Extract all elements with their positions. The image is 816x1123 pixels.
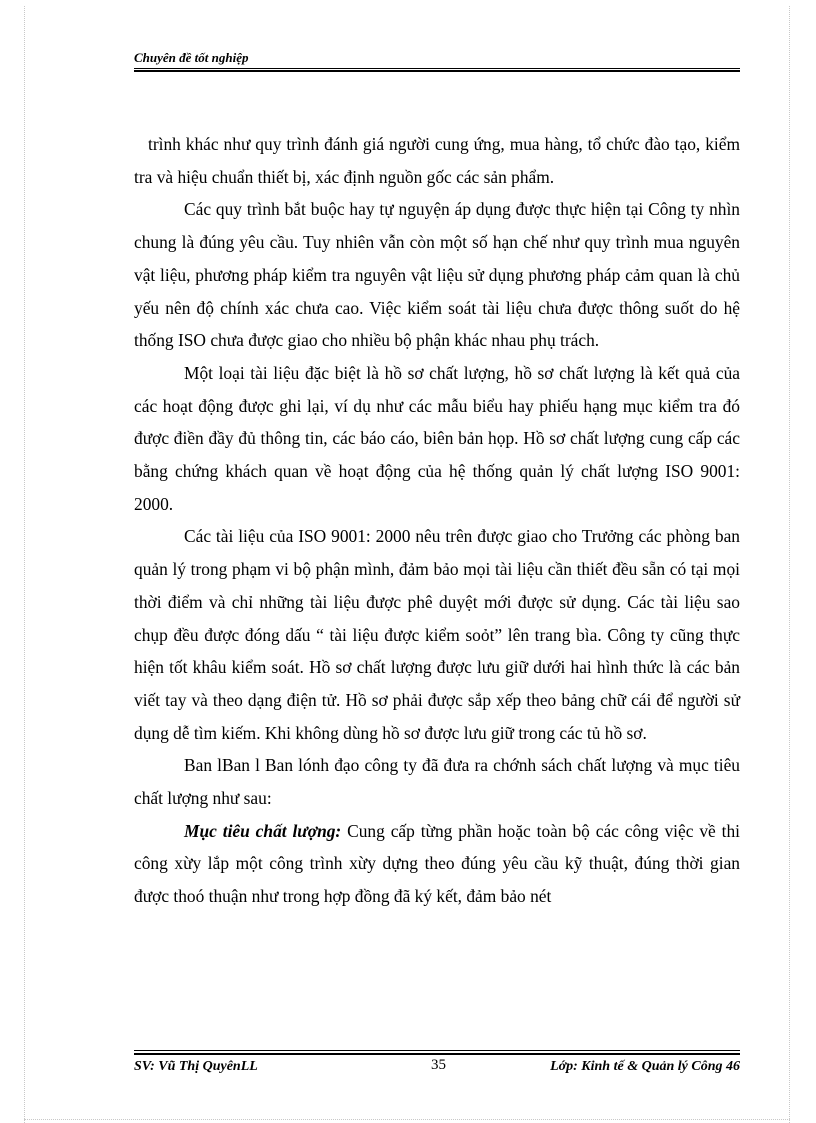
paragraph: trình khác như quy trình đánh giá người cung ứng, mua hàng, tổ chức đào tạo, kiểm tra và hiệu chuẩn thiết bị, xác định nguồn gốc các sản phẩm. [134,134,740,187]
footer-class: Lớp: Kinh tế & Quản lý Công 46 [550,1059,740,1074]
goal-text: Cung cấp từng phần hoặc toàn bộ các công việc về thi công xừy lắp một công trình xừy dựng theo đúng yêu cầu kỹ thuật, đúng thời gian được thoó thuận như trong hợp đồng đã ký kết, đảm bảo nét [134,820,740,907]
goal-label: Mục tiêu chất lượng: [184,820,342,841]
page-bottom-border [24,1119,790,1120]
paragraph: Các tài liệu của ISO 9001: 2000 nêu trên được giao cho Trưởng các phòng ban quản lý trong phạm vi bộ phận mình, đảm bảo mọi tài liệu cần thiết đều sẵn có tại mọi thời điểm và chỉ những tài liệu được phê duyệt mới được sử dụng. Các tài liệu sao chụp đều được đóng dấu “ tài liệu được kiểm soỏt” lên trang bìa. Công ty cũng thực hiện tốt khâu kiểm soát. Hồ sơ chất lượng được lưu giữ dưới hai hình thức là các bản viết tay và theo dạng điện tử. Hồ sơ phải được sắp xếp theo bảng chữ cái để người sử dụng dễ tìm kiếm. Khi không dùng hồ sơ được lưu giữ trong các tủ hồ sơ. [134,526,740,743]
page-footer [134,1057,740,1077]
page-number: 35 [431,1057,446,1073]
paragraph-goal [134,815,740,913]
paragraph: Ban lBan l Ban lónh đạo công ty đã đưa ra chớnh sách chất lượng và mục tiêu chất lượng như sau: [134,755,740,809]
document-body [134,128,740,913]
header-rule [134,70,740,72]
header-title: Chuyên đề tốt nghiệp [134,50,249,65]
page-header [134,50,740,69]
paragraph: Các quy trình bắt buộc hay tự nguyện áp dụng được thực hiện tại Công ty nhìn chung là đúng yêu cầu. Tuy nhiên vẫn còn một số hạn chế như quy trình mua nguyên vật liệu, phương pháp kiểm tra nguyên vật liệu sử dụng phương pháp cảm quan là chủ yếu nên độ chính xác chưa cao. Việc kiểm soát tài liệu chưa được thông suốt do hệ thống ISO chưa được giao cho nhiều bộ phận khác nhau phụ trách. [134,199,740,351]
paragraph: Một loại tài liệu đặc biệt là hồ sơ chất lượng, hồ sơ chất lượng là kết quả của các hoạt động được ghi lại, ví dụ như các mẫu biểu hay phiếu hạng mục kiểm tra đó được điền đầy đủ thông tin, các báo cáo, biên bản họp. Hồ sơ chất lượng cung cấp các bằng chứng khách quan về hoạt động của hệ thống quản lý chất lượng ISO 9001: 2000. [134,362,740,514]
footer-student: SV: Vũ Thị QuyênLL [134,1059,258,1074]
